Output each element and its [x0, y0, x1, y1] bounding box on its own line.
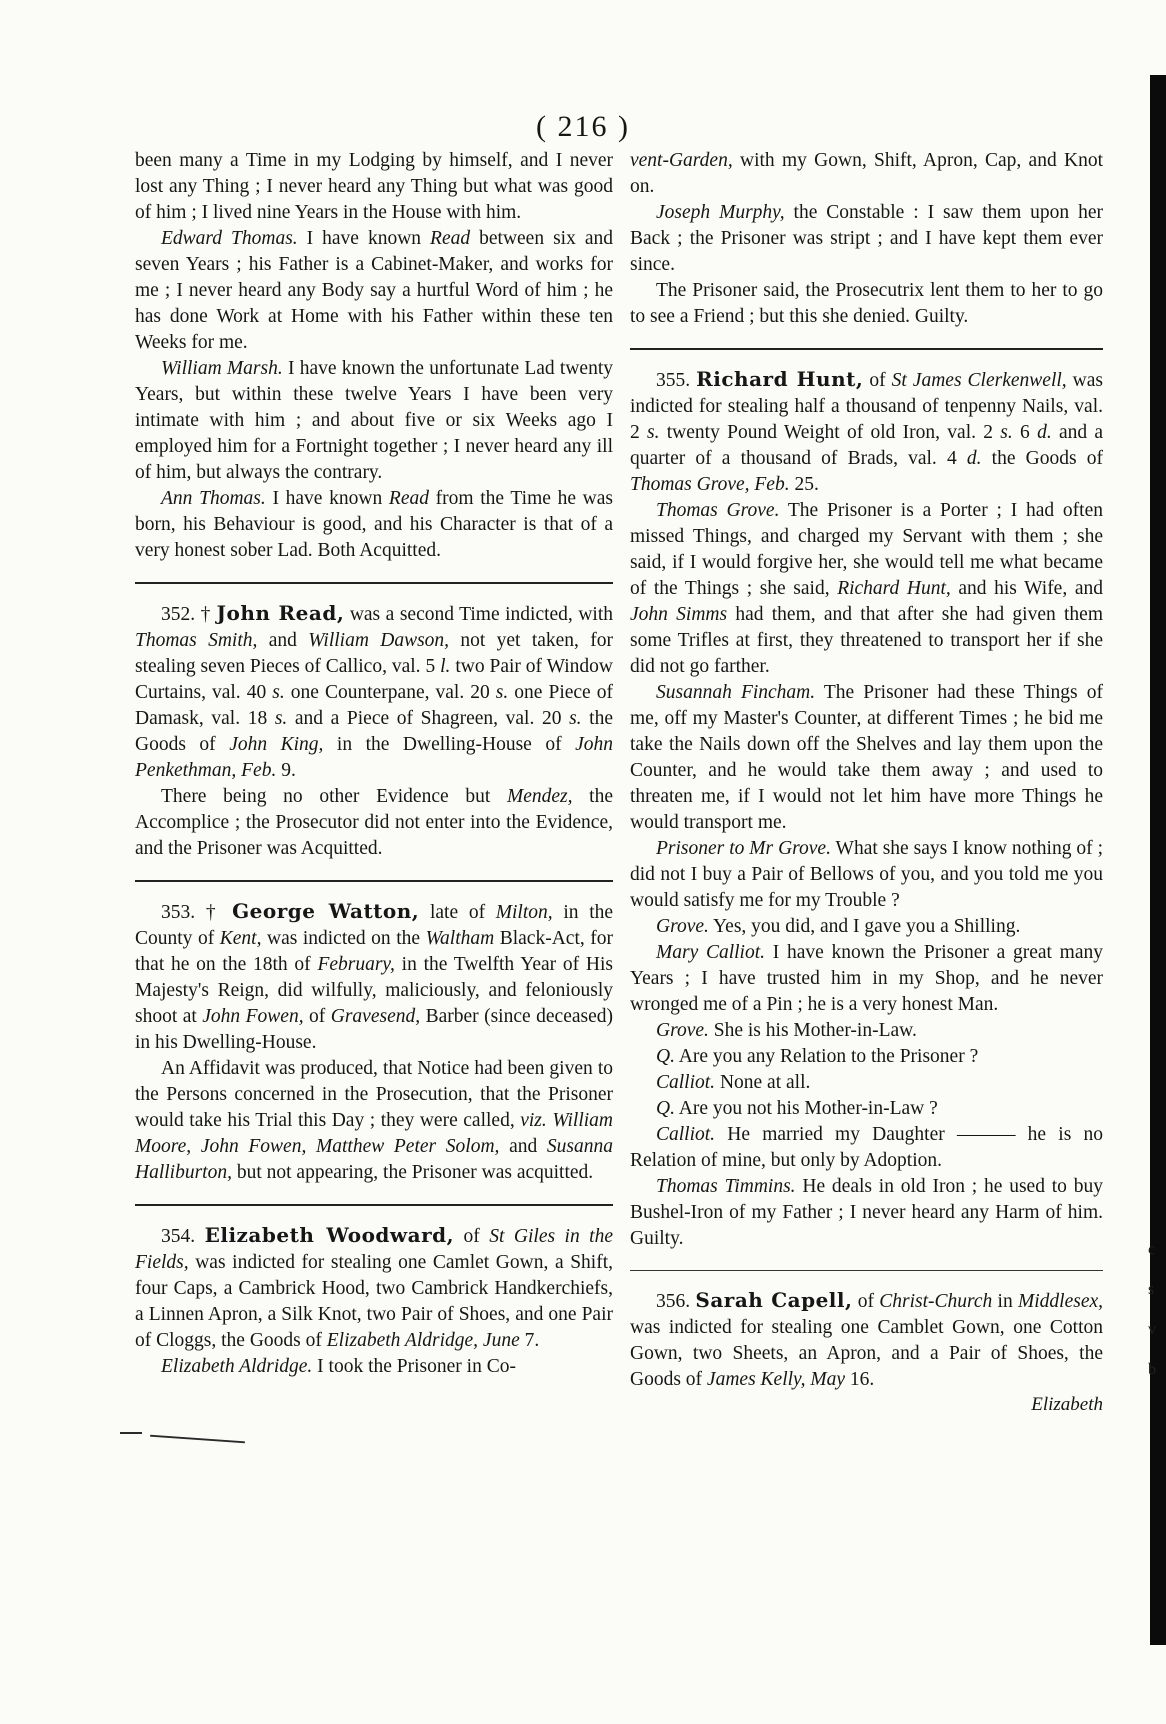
- testimony-thomas-grove: Thomas Grove. The Prisoner is a Porter ; I had often missed Things, and charged my Servant with them ; she said, if I would forgive her, she would tell me what became of the Things ; she said, Richard Hunt, and his Wife, and John Simms had them, and that after she had given them some Trifles at first, they threatened to transport her if she did not go farther.: [630, 500, 1104, 677]
- case-355: 355. Richard Hunt, of St James Clerkenwell, was indicted for stealing half a thousand of tenpenny Nails, val. 2 s. twenty Pound Weight of old Iron, val. 2 s. 6 d. and a quarter of a thousand of Brads, val. 4 d. the Goods of Thomas Grove, Feb. 25.: [630, 367, 1104, 495]
- paragraph: been many a Time in my Lodging by himself, and I never lost any Thing ; I never heard any Thing but what was good of him ; I lived nine Years in the House with him.: [135, 150, 613, 223]
- edge-letter: s: [1148, 1281, 1155, 1298]
- section-divider: [135, 880, 613, 882]
- testimony-ann-thomas: Ann Thomas. I have known Read from the Time he was born, his Behaviour is good, and his Character is that of a very honest sober Lad. Both Acquitted.: [135, 488, 614, 561]
- page-number: ( 216 ): [536, 110, 630, 143]
- page-edge-shadow: [1150, 75, 1166, 1645]
- edge-letter: v: [1148, 1321, 1156, 1338]
- ink-stroke: [120, 1432, 142, 1434]
- testimony-grove-2: Grove. She is his Mother-in-Law.: [656, 1020, 917, 1041]
- edge-letters: [1148, 1230, 1166, 1390]
- case-352-outcome: There being no other Evidence but Mendez, the Accomplice ; the Prosecutor did not enter into the Evidence, and the Prisoner was Acquitted.: [135, 786, 613, 859]
- testimony-grove: Grove. Yes, you did, and I gave you a Shilling.: [656, 916, 1021, 937]
- section-divider: [630, 1270, 1103, 1271]
- ink-stroke: [150, 1435, 245, 1444]
- prisoner-question: Prisoner to Mr Grove. What she says I know nothing of ; did not I buy a Pair of Bellows of you, and you told me you would satisfy me for my Trouble ?: [630, 838, 1103, 911]
- answer-2: Calliot. He married my Daughter ——— he is no Relation of mine, but only by Adoption.: [630, 1124, 1103, 1171]
- testimony-thomas-timmins: Thomas Timmins. He deals in old Iron ; he used to buy Bushel-Iron of my Father ; I never heard any Harm of him. Guilty.: [630, 1176, 1103, 1249]
- edge-letter: b: [1148, 1361, 1156, 1378]
- testimony-joseph-murphy: Joseph Murphy, the Constable : I saw them upon her Back ; the Prisoner was stript ; and I have kept them ever since.: [630, 202, 1103, 275]
- testimony-edward-thomas: Edward Thomas. I have known Read between six and seven Years ; his Father is a Cabinet-Maker, and works for me ; I never heard any Body say a hurtful Word of him ; he has done Work at Home with his Father within these ten Weeks for me.: [135, 228, 613, 353]
- section-divider: [135, 1204, 613, 1206]
- testimony-elizabeth-aldridge: Elizabeth Aldridge. I took the Prisoner in Co-: [161, 1356, 516, 1377]
- case-353: 353. † George Watton, late of Milton, in the County of Kent, was indicted on the Waltham Black-Act, for that he on the 18th of February, in the Twelfth Year of His Majesty's Reign, did wilfully, maliciously, and feloniously shoot at John Fowen, of Gravesend, Barber (since deceased) in his Dwelling-House.: [135, 899, 614, 1053]
- case-356: 356. Sarah Capell, of Christ-Church in Middlesex, was indicted for stealing one Camblet Gown, one Cotton Gown, two Sheets, an Apron, and a Pair of Shoes, the Goods of James Kelly, May 16.: [630, 1288, 1104, 1390]
- case-352: 352. † John Read, was a second Time indicted, with Thomas Smith, and William Dawson, not yet taken, for stealing seven Pieces of Callico, val. 5 l. two Pair of Window Curtains, val. 40 s. one Counterpane, val. 20 s. one Piece of Damask, val. 18 s. and a Piece of Shagreen, val. 20 s. the Goods of John King, in the Dwelling-House of John Penkethman, Feb. 9.: [135, 601, 613, 781]
- case-353-outcome: An Affidavit was produced, that Notice had been given to the Persons concerned in the Prosecution, that the Prisoner would take his Trial this Day ; they were called, viz. William Moore, John Fowen, Matthew Peter Solom, and Susanna Halliburton, but not appearing, the Prisoner was acquitted.: [135, 1058, 614, 1183]
- prisoner-statement: The Prisoner said, the Prosecutrix lent them to her to go to see a Friend ; but this she denied. Guilty.: [630, 280, 1103, 327]
- paragraph: vent-Garden, with my Gown, Shift, Apron, Cap, and Knot on.: [630, 150, 1103, 197]
- catchword: Elizabeth: [1031, 1394, 1103, 1415]
- question-2: Q. Are you not his Mother-in-Law ?: [656, 1098, 938, 1119]
- answer-1: Calliot. None at all.: [656, 1072, 811, 1093]
- right-column: [630, 148, 1103, 1417]
- testimony-mary-calliot: Mary Calliot. I have known the Prisoner a great many Years ; I have trusted him in my Shop, and he never wronged me of a Pin ; he is a very honest Man.: [630, 942, 1104, 1015]
- testimony-william-marsh: William Marsh. I have known the unfortunate Lad twenty Years, but within these twelve Years I have been very intimate with him ; and about five or six Weeks ago I employed him for a Fortnight together ; I never heard any ill of him, but always the contrary.: [135, 358, 614, 483]
- section-divider: [135, 582, 613, 584]
- edge-letter: c: [1148, 1241, 1156, 1258]
- question-1: Q. Are you any Relation to the Prisoner ?: [656, 1046, 979, 1067]
- case-354: 354. Elizabeth Woodward, of St Giles in the Fields, was indicted for stealing one Camlet Gown, a Shift, four Caps, a Cambrick Hood, two Cambrick Handkerchiefs, a Linnen Apron, a Silk Knot, two Pair of Shoes, and one Pair of Cloggs, the Goods of Elizabeth Aldridge, June 7.: [135, 1223, 613, 1351]
- testimony-susannah-fincham: Susannah Fincham. The Prisoner had these Things of me, off my Master's Counter, at different Times ; he bid me take the Nails down off the Shelves and lay them upon the Counter, and he would take them away ; and used to threaten me, if I would not let him have more Things he would transport me.: [630, 682, 1103, 833]
- section-divider: [630, 348, 1103, 350]
- left-column: [135, 148, 613, 1380]
